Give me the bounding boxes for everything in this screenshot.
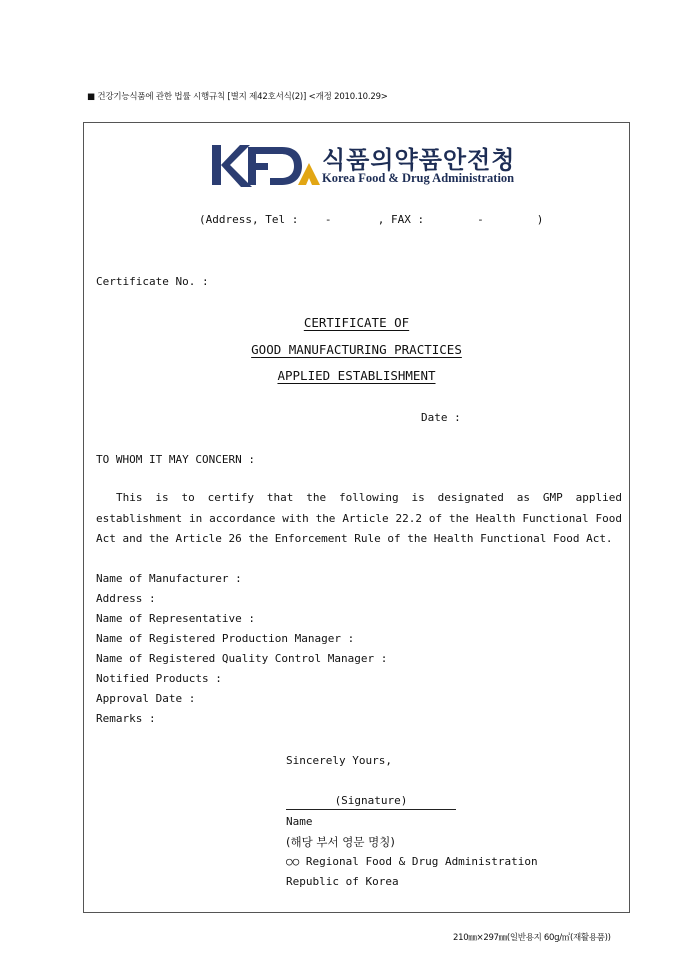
salutation: TO WHOM IT MAY CONCERN : [96, 453, 255, 466]
contact-line: (Address, Tel : - , FAX : - ) [199, 213, 544, 226]
certificate-no-label: Certificate No. : [96, 275, 209, 288]
date-label: Date : [421, 411, 461, 424]
signer-name: Name [286, 815, 313, 828]
form-reference: ■ 건강기능식품에 관한 법률 시행규칙 [별지 제42호서식(2)] <개정 2010.10.29> [87, 92, 388, 102]
field-notified-products: Notified Products : [96, 672, 222, 685]
field-production-manager: Name of Registered Production Manager : [96, 632, 355, 645]
title-line-3: APPLIED ESTABLISHMENT [277, 368, 436, 383]
field-address: Address : [96, 592, 156, 605]
title-line-1: CERTIFICATE OF [303, 315, 410, 330]
department-korean: (해당 부서 영문 명칭) [286, 835, 395, 849]
signature-line [286, 809, 456, 810]
regional-office: ○○ Regional Food & Drug Administration [286, 855, 538, 868]
title-line-2: GOOD MANUFACTURING PRACTICES [251, 342, 462, 357]
field-approval-date: Approval Date : [96, 692, 196, 705]
country: Republic of Korea [286, 875, 399, 888]
field-quality-manager: Name of Registered Quality Control Manager : [96, 652, 388, 665]
agency-korean-name: 식품의약품안전청 [322, 146, 516, 174]
closing-sincerely: Sincerely Yours, [286, 754, 392, 767]
field-remarks: Remarks : [96, 712, 156, 725]
kfda-mark-icon [210, 141, 320, 189]
certification-body: This is to certify that the following is designated as GMP applied establishment in accordance with the Article 22.2 of the Health Functional Food Act and the Article 26 the Enforcement Rule of the Health Functional Food Act. [96, 491, 622, 545]
paper-spec: 210㎜×297㎜(일반용지 60g/㎡(재활용품)) [453, 933, 611, 943]
field-representative: Name of Representative : [96, 612, 255, 625]
signature-label: (Signature) [334, 794, 408, 807]
agency-english-name: Korea Food & Drug Administration [322, 171, 515, 185]
field-manufacturer: Name of Manufacturer : [96, 572, 242, 585]
